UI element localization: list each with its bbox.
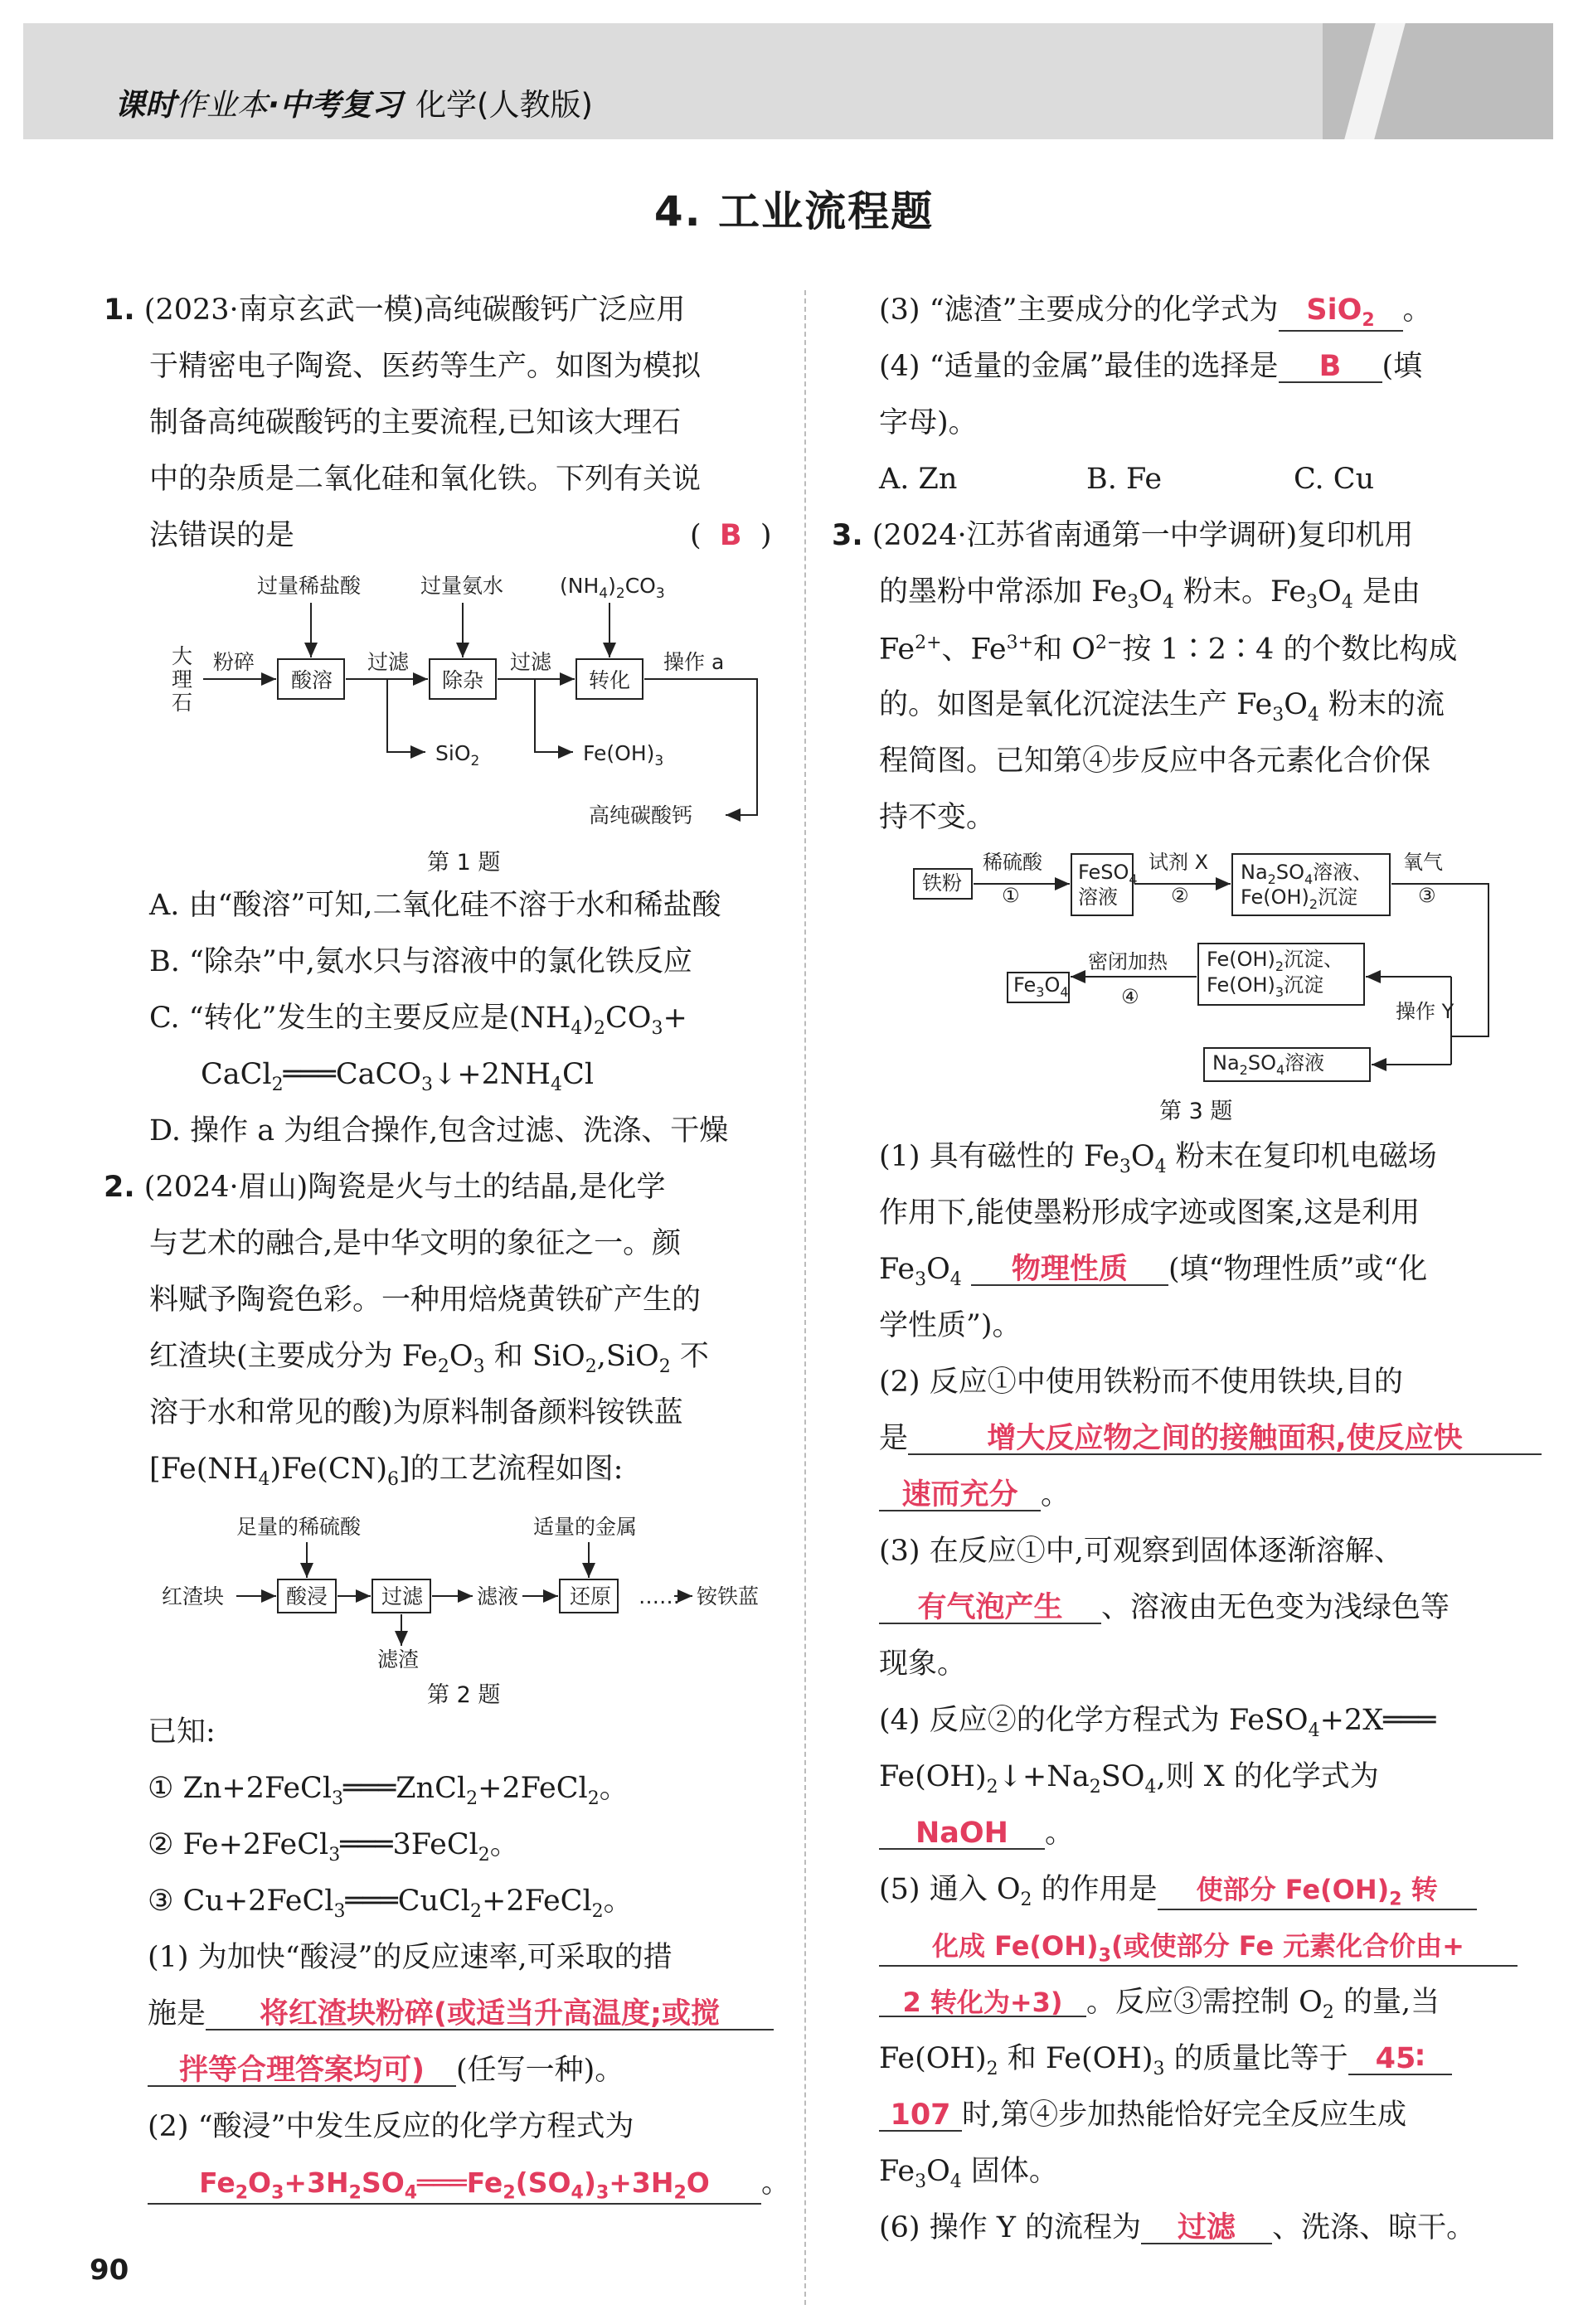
svg-text:氧气: 氧气 [1403,851,1443,874]
page-number: 90 [90,2254,129,2287]
answer-q3-6: 过滤 [1141,2214,1272,2244]
box-acid-leach: 酸浸 [286,1584,328,1608]
svg-text:①: ① [1002,884,1020,907]
option-a: A. Zn [879,463,958,496]
svg-text:Fe(OH)2沉淀: $Fe(OH)_2$沉淀 [1241,885,1358,912]
svg-text:石: 石 [172,691,193,715]
answer-q3-1: 物理性质 [971,1255,1168,1286]
svg-text:密闭加热: 密闭加热 [1088,950,1168,973]
svg-text:……: …… [639,1584,680,1608]
svg-text:过量氨水: 过量氨水 [420,574,504,598]
svg-text:过滤: 过滤 [367,650,410,674]
svg-text:过滤: 过滤 [510,650,552,674]
svg-text:Fe(OH)3: $Fe(OH)_3$ [583,741,664,769]
answer-q2-4: B [1279,352,1382,383]
answer-q1: B [719,519,742,552]
svg-text:Na2SO4溶液: $Na_2SO_4$溶液 [1212,1051,1325,1078]
svg-text:适量的金属: 适量的金属 [533,1515,638,1539]
svg-text:Fe3O4: $Fe_3O_4$ [1013,973,1069,1000]
svg-text:②: ② [1171,884,1189,907]
svg-text:操作 a: 操作 a [663,650,725,674]
answer-q3-5-ratio-b: 107 [879,2101,962,2132]
svg-text:滤液: 滤液 [477,1584,519,1608]
svg-text:稀硫酸: 稀硫酸 [983,851,1042,874]
svg-text:Na2SO4溶液、: $Na_2SO_4$溶液、 [1241,861,1373,887]
box-convert: 转化 [589,668,631,692]
answer-q3-5-line2: 化成 $Fe(OH)_3$(或使部分 Fe 元素化合价由+ [879,1933,1518,1967]
flowchart-q3 [904,844,1501,1093]
answer-q3-5-ratio-a: 45∶ [1348,2045,1452,2075]
answer-q2-2: $Fe_2O_3+3H_2SO_4═══Fe_2(SO_4)_3+3H_2O$ [148,2169,761,2205]
svg-text:粉碎: 粉碎 [213,650,255,674]
answer-q3-3: 有气泡产生 [879,1594,1101,1624]
column-divider [804,290,806,2305]
svg-text:红渣块: 红渣块 [162,1584,225,1608]
flowchart-q2 [153,1509,784,1675]
answer-q3-5-line1: 使部分 $Fe(OH)_2$ 转 [1158,1876,1477,1910]
answer-q3-4: NaOH [879,1819,1045,1850]
answer-q3-2-line1: 增大反应物之间的接触面积,使反应快 [908,1424,1542,1455]
box-iron-powder: 铁粉 [922,871,962,895]
answer-q3-2-line2: 速而充分 [879,1481,1041,1511]
box-filter: 过滤 [381,1584,424,1608]
svg-text:足量的稀硫酸: 足量的稀硫酸 [236,1515,362,1539]
flowchart-q1 [162,568,775,850]
box-acid-dissolve: 酸溶 [291,668,333,692]
answer-q3-5-line3: 2 转化为+3) [879,1989,1086,2017]
answer-bracket: ( B ) [690,519,772,552]
svg-text:Fe(OH)2沉淀、: $Fe(OH)_2$沉淀、 [1207,948,1344,974]
svg-text:大: 大 [172,644,193,668]
book-title: 课时作业本·中考复习 化学(人教版) [114,87,593,123]
answer-q2-3: SiO$_2$ [1279,296,1403,332]
svg-text:溶液: 溶液 [1078,885,1118,909]
svg-text:铵铁蓝: 铵铁蓝 [697,1584,760,1608]
svg-text:滤渣: 滤渣 [377,1647,420,1671]
option-c: C. Cu [1294,463,1375,496]
answer-q2-1-line1: 将红渣块粉碎(或适当升高温度;或搅 [206,2000,774,2030]
box-reduce: 还原 [570,1584,612,1608]
svg-text:过量稀盐酸: 过量稀盐酸 [257,574,362,598]
svg-text:理: 理 [172,667,193,691]
section-title: 4. 工业流程题 [653,187,935,235]
answer-q2-1-line2: 拌等合理答案均可) [148,2056,456,2087]
svg-text:④: ④ [1121,985,1139,1008]
svg-text:③: ③ [1418,884,1436,907]
svg-text:(NH4)2CO3: $(NH_4)_2CO_3$ [560,574,665,602]
svg-text:SiO2: SiO$_2$ [435,741,480,769]
box-remove-impurity: 除杂 [442,668,484,692]
svg-text:操作 Y: 操作 Y [1396,1000,1454,1023]
option-b: B. Fe [1086,463,1163,496]
svg-text:FeSO4: FeSO$_4$ [1078,861,1138,887]
svg-text:Fe(OH)3沉淀: $Fe(OH)_3$沉淀 [1207,973,1324,1000]
svg-text:试剂 X: 试剂 X [1149,851,1209,874]
svg-text:高纯碳酸钙: 高纯碳酸钙 [589,803,693,827]
